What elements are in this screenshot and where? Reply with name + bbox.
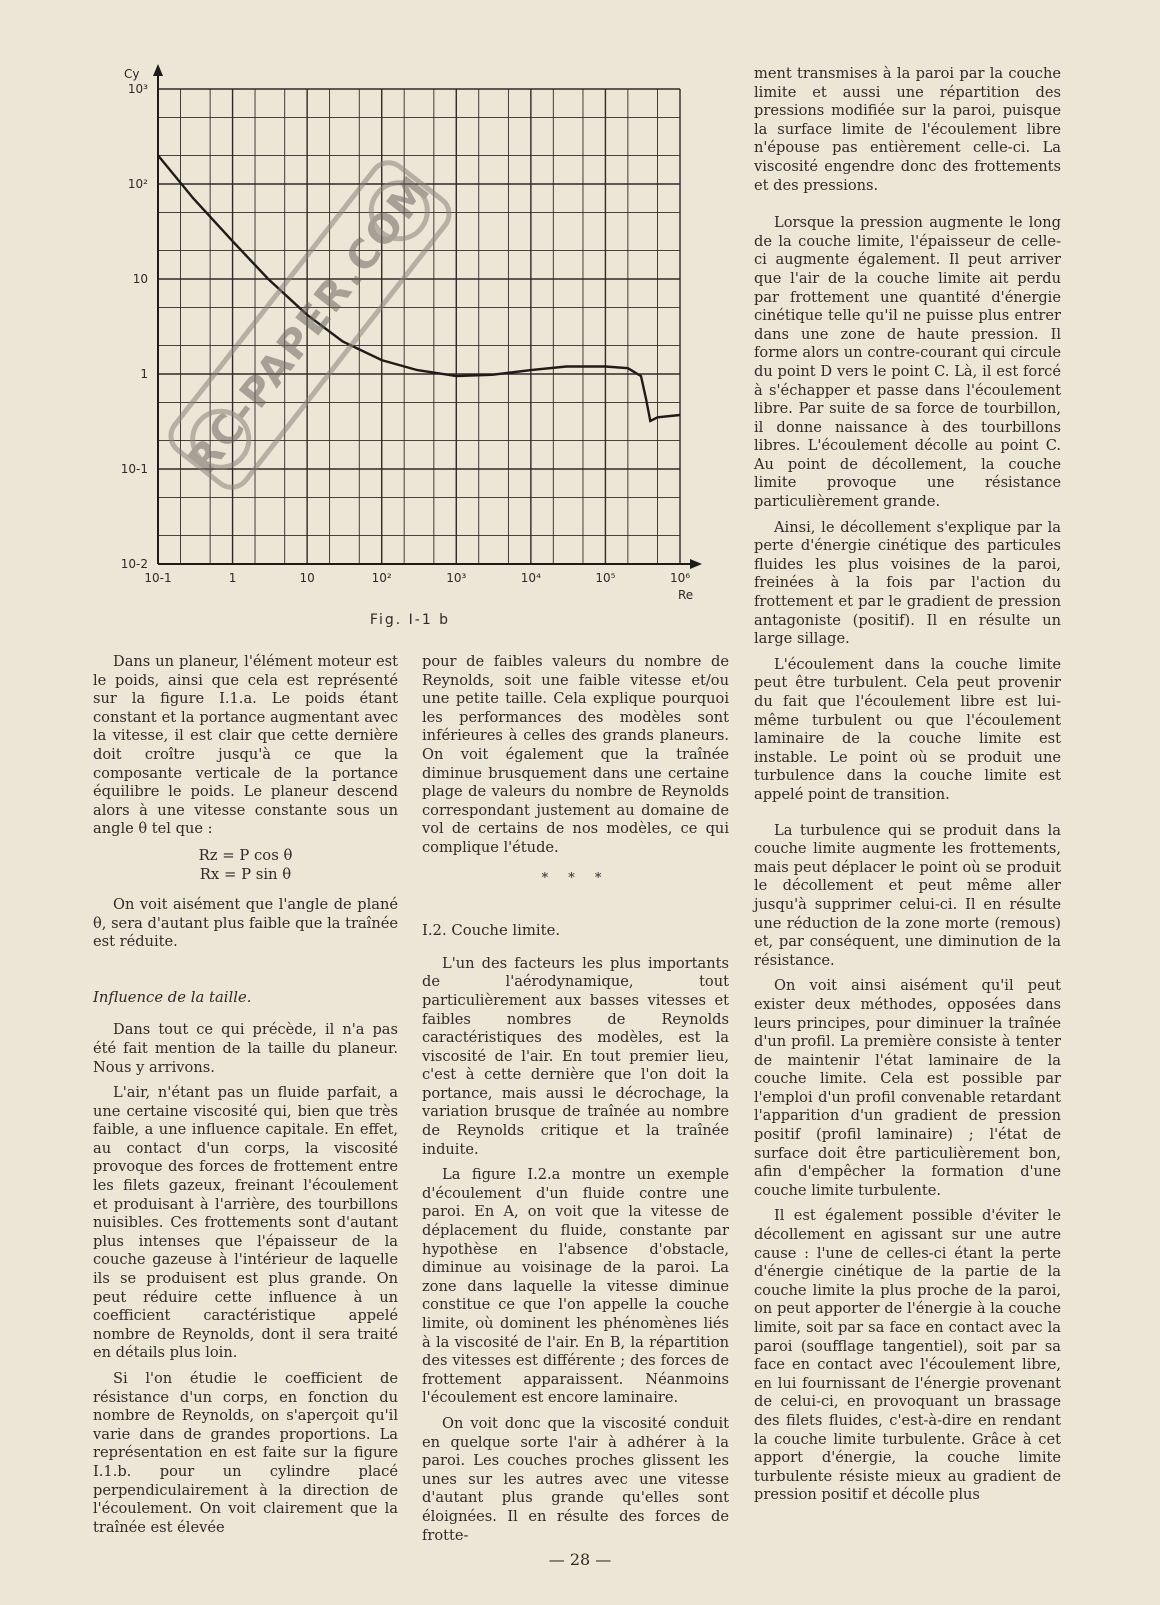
y-tick-label: 10 — [132, 272, 148, 286]
section-separator: * * * — [541, 870, 610, 886]
column-1 — [93, 653, 398, 1544]
x-axis-arrow — [690, 559, 702, 569]
x-tick-labels — [144, 571, 690, 585]
paragraph: Si l'on étudie le coefficient de résistance d'un corps, en fonction du nombre de Reynolds, on s'aperçoit qu'il varie dans de grandes proportions. La représentation en est faite sur la figure I.1.b. pour un cylindre placé perpendiculairement à la direction de l'écoulement. On voit clairement que la traînée est élevée — [93, 1370, 398, 1536]
column-2 — [422, 653, 729, 1552]
paragraph: On voit aisément que l'angle de plané θ, sera d'autant plus faible que la traînée est réduite. — [93, 895, 398, 951]
paragraph: La figure I.2.a montre un exemple d'écoulement d'un fluide contre une paroi. En A, on voit que la vitesse de déplacement du fluide, constante par hypothèse en l'absence d'obstacle, diminue au voisinage de la paroi. La zone dans laquelle la vitesse diminue constitue ce que l'on appelle la couche limite, où dominent les phénomènes liés à la viscosité de l'air. En B, la répartition des vitesses est différente ; des forces de frottement apparaissent. Néanmoins l'écoulement est encore laminaire. — [422, 1166, 729, 1407]
column-3 — [754, 65, 1061, 1512]
paragraph: On voit donc que la viscosité conduit en quelque sorte l'air à adhérer à la paroi. Les couches proches glissent les unes sur les autres avec une vitesse d'autant plus grande qu'elles sont éloignées. Il en résulte des forces de frotte- — [422, 1414, 729, 1544]
paragraph: pour de faibles valeurs du nombre de Reynolds, soit une faible vitesse et/ou une petite taille. Cela explique pourquoi les performances des modèles sont inférieures à celles des grands planeurs. On voit également que la traînée diminue brusquement dans une certaine plage de valeurs du nombre de Reynolds correspondant justement au domaine de vol de certains de nos modèles, ce qui complique l'étude. — [422, 653, 729, 856]
x-tick-label: 10⁶ — [669, 571, 691, 585]
cylinder-drag-chart — [90, 62, 720, 612]
drag-curve — [158, 155, 680, 421]
paragraph: ment transmises à la paroi par la couche limite et aussi une répartition des pressions modifiée sur la paroi, puisque la surface limite de l'écoulement libre n'épouse pas entièrement celle-ci. La viscosité engendre donc des frottements et des pressions. — [754, 65, 1061, 194]
section-heading-taille: Influence de la taille. — [93, 988, 252, 1006]
paragraph: Il est également possible d'éviter le décollement en agissant sur une autre cause : l'une de celles-ci étant la perte d'énergie cinétique de la partie de la couche limite la plus proche de la paroi, on peut apporter de l'énergie à la couche limite, soit par sa face en contact avec la paroi (soufflage tangentiel), soit par sa face en contact avec l'écoulement libre, en lui fournissant de l'énergie provenant de celui-ci, en provoquant un brassage des filets fluides, c'est-à-dire en rendant la couche limite turbulente. Grâce à cet apport d'énergie, la couche limite turbulente résiste mieux au gradient de pression positif et décolle plus — [754, 1207, 1061, 1504]
y-tick-label: 10-1 — [120, 462, 148, 476]
x-tick-label: 10⁴ — [520, 571, 541, 585]
x-tick-label: 1 — [228, 571, 237, 585]
section-heading-couche-limite: I.2. Couche limite. — [422, 922, 561, 940]
paragraph: Dans tout ce qui précède, il n'a pas été fait mention de la taille du planeur. Nous y arrivons. — [93, 1021, 398, 1076]
formula-rx: Rx = P sin θ — [199, 865, 292, 883]
y-tick-label: 10² — [127, 177, 148, 191]
paragraph: Lorsque la pression augmente le long de la couche limite, l'épaisseur de celle-ci augmente également. Il peut arriver que l'air de la couche limite ait perdu par frottement une quantité d'énergie cinétique telle qu'il ne puisse plus entrer dans une zone de haute pression. Il forme alors un contre-courant qui circule du point D vers le point C. Là, il est forcé à s'échapper et passe dans l'écoulement libre. Par suite de sa force de tourbillon, il donne naissance à des tourbillons libres. L'écoulement décolle au point C. Au point de décollement, la couche limite provoque une résistance particulièrement grande. — [754, 214, 1061, 511]
chart-axes — [153, 64, 702, 569]
watermark-text: RC-PAPER.COM — [179, 167, 441, 483]
y-tick-label: 1 — [140, 367, 148, 381]
x-axis-label: Re — [678, 588, 694, 602]
y-tick-label: 10³ — [127, 82, 148, 96]
paragraph: La turbulence qui se produit dans la couche limite augmente les frottements, mais peut déplacer le point où se produit le décollement et peut même aller jusqu'à supprimer celui-ci. Il en résulte une réduction de la zone morte (remous) et, par conséquent, une diminution de la résistance. — [754, 821, 1061, 969]
x-tick-label: 10³ — [446, 571, 467, 585]
y-tick-labels — [121, 82, 148, 571]
y-axis-label: Cy — [124, 67, 140, 81]
paragraph: L'un des facteurs les plus importants de l'aérodynamique, tout particulièrement aux basses vitesses et faibles nombres de Reynolds caractéristiques des modèles, est la viscosité de l'air. En tout premier lieu, c'est à cette dernière que l'on doit la portance, mais aussi le décrochage, la variation brusque de traînée au nombre de Reynolds critique et la traînée induite. — [422, 954, 729, 1158]
paragraph: L'air, n'étant pas un fluide parfait, a une certaine viscosité qui, bien que très faible, a une influence capitale. En effet, au contact d'un corps, la viscosité provoque des forces de frottement entre les filets gazeux, freinant l'écoulement et produisant à l'arrière, des tourbillons nuisibles. Ces frottements sont d'autant plus intenses que l'épaisseur de la couche gazeuse à l'intérieur de laquelle ils se produisent est plus grande. On peut réduire cette influence à un coefficient caractéristique appelé nombre de Reynolds, dont il sera traité en détails plus loin. — [93, 1084, 398, 1362]
paragraph: L'écoulement dans la couche limite peut être turbulent. Cela peut provenir du fait que l'écoulement libre est lui-même turbulent ou que l'écoulement laminaire de la couche limite est instable. Le point où se produit une turbulence dans la couche limite est appelé point de transition. — [754, 655, 1061, 803]
page-number: — 28 — — [548, 1550, 612, 1569]
formula-rz: Rz = P cos θ — [198, 846, 293, 864]
figure-caption: Fig. I-1 b — [369, 612, 451, 628]
x-tick-label: 10² — [371, 571, 392, 585]
x-tick-label: 10 — [299, 571, 315, 585]
paragraph: On voit ainsi aisément qu'il peut exister deux méthodes, opposées dans leurs principes, pour diminuer la traînée d'un profil. La première consiste à tenter de maintenir l'état laminaire de la couche limite. Cela est possible par l'emploi d'un profil convenable retardant l'apparition d'un gradient de pression positif (profil laminaire) ; l'état de surface doit être particulièrement bon, afin d'empêcher la formation d'une couche limite turbulente. — [754, 977, 1061, 1199]
paragraph: Dans un planeur, l'élément moteur est le poids, ainsi que cela est représenté sur la figure I.1.a. Le poids étant constant et la portance augmentant avec la vitesse, il est clair que cette dernière doit croître jusqu'à ce que la composante verticale de la portance équilibre le poids. Le planeur descend alors à une vitesse constante sous un angle θ tel que : — [93, 653, 398, 838]
x-tick-label: 10-1 — [144, 571, 172, 585]
y-axis-arrow — [153, 64, 163, 76]
paragraph: Ainsi, le décollement s'explique par la perte d'énergie cinétique des particules fluides les plus voisines de la paroi, freinées à la fois par l'action du frottement et par le gradient de pression antagoniste (positif). Il en résulte un large sillage. — [754, 518, 1061, 648]
y-tick-label: 10-2 — [120, 557, 148, 571]
chart-grid — [158, 89, 680, 564]
x-tick-label: 10⁵ — [595, 571, 616, 585]
